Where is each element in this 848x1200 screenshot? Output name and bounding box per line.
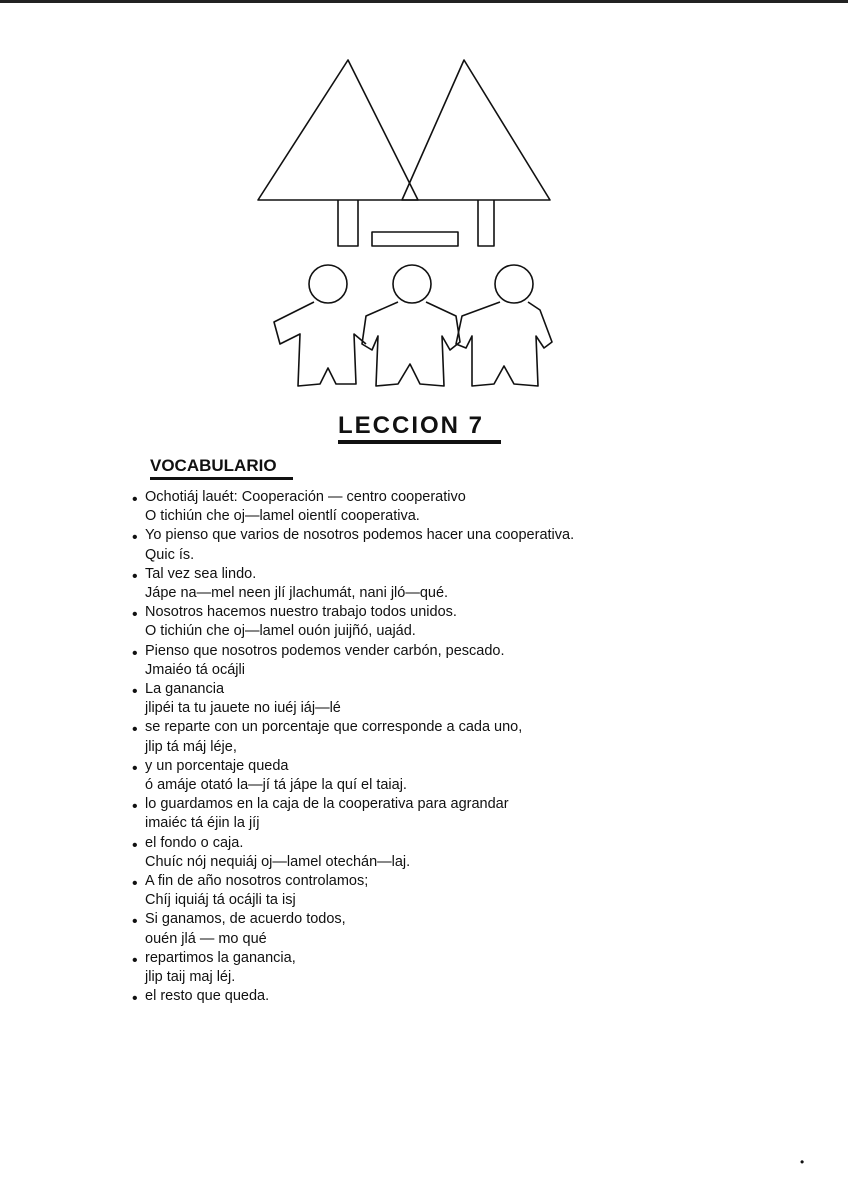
native-text: jlip tá máj léje, — [145, 738, 237, 755]
vocabulary-list — [132, 488, 752, 1006]
spanish-text: Ochotiáj lauét: Cooperación — centro cooperativo — [145, 489, 466, 505]
title-underline — [338, 440, 501, 444]
native-text: O tichiún che oj—lamel oientlí cooperativa. — [145, 508, 420, 525]
spanish-text: Pienso que nosotros podemos vender carbón, pescado. — [145, 642, 505, 659]
spanish-text: el resto que queda. — [145, 988, 270, 1005]
bullet-icon: • — [132, 990, 138, 1008]
vocab-item — [132, 526, 752, 564]
native-text: Quic ís. — [145, 546, 195, 563]
vocab-item — [132, 680, 752, 718]
person-left-icon — [274, 265, 366, 386]
vocab-item — [132, 488, 752, 526]
spanish-text: repartimos la ganancia, — [145, 949, 296, 966]
bullet-icon: • — [132, 759, 138, 777]
spanish-text: Nosotros hacemos nuestro trabajo todos unidos. — [145, 604, 457, 621]
person-middle-icon — [362, 265, 460, 386]
vocab-item — [132, 718, 752, 756]
table-icon — [372, 232, 458, 246]
section-heading: VOCABULARIO — [150, 456, 277, 475]
section-underline — [150, 477, 293, 480]
bullet-icon: • — [132, 491, 138, 508]
native-text: ó amáje otató la—jí tá jápe la quí el taiaj. — [145, 777, 407, 794]
bullet-icon: • — [132, 683, 138, 701]
bullet-icon: • — [132, 836, 138, 854]
top-border — [0, 0, 848, 3]
bullet-icon: • — [132, 529, 138, 547]
spanish-text: Yo pienso que varios de nosotros podemos hacer una cooperativa. — [145, 527, 575, 544]
vocab-item — [132, 642, 752, 680]
bullet-icon: • — [132, 951, 138, 969]
person-right-icon — [456, 265, 552, 386]
native-text: ouén jlá — mo qué — [145, 930, 267, 947]
bullet-icon: • — [132, 721, 138, 739]
bullet-icon: • — [132, 606, 138, 624]
vocab-item — [132, 910, 752, 948]
spanish-text: el fondo o caja. — [145, 834, 244, 851]
vocab-item — [132, 565, 752, 603]
bullet-icon: • — [132, 798, 138, 816]
vocab-item — [132, 949, 752, 987]
native-text: O tichiún che oj—lamel ouón juijñó, uajád. — [145, 623, 416, 640]
bullet-icon: • — [132, 644, 138, 662]
vocab-item — [132, 872, 752, 910]
native-text: Chíj iquiáj tá ocájli ta isj — [145, 892, 296, 909]
tree-right-icon — [402, 60, 550, 246]
vocab-item — [132, 987, 752, 1006]
bullet-icon: • — [132, 913, 138, 931]
spanish-text: se reparte con un porcentaje que corresponde a cada uno, — [145, 719, 523, 736]
native-text: jlipéi ta tu jauete no iuéj iáj—lé — [145, 700, 341, 717]
bullet-icon: • — [132, 567, 138, 585]
native-text: jlip taij maj léj. — [145, 969, 236, 986]
spanish-text: La ganancia — [145, 681, 225, 698]
lesson-title: LECCION 7 — [338, 412, 485, 439]
vocab-item — [132, 834, 752, 872]
bullet-icon: • — [132, 875, 138, 893]
vocab-item — [132, 795, 752, 833]
spanish-text: A fin de año nosotros controlamos; — [145, 873, 369, 890]
native-text: Chuíc nój nequiáj oj—lamel otechán—laj. — [145, 853, 411, 870]
spanish-text: Tal vez sea lindo. — [145, 565, 257, 582]
tree-left-icon — [258, 60, 418, 246]
page-mark: • — [800, 1155, 805, 1169]
vocab-item — [132, 757, 752, 795]
native-text: Jmaiéo tá ocájli — [145, 661, 245, 678]
native-text: Jápe na—mel neen jlí jlachumát, nani jló—qué. — [145, 585, 449, 602]
vocab-item — [132, 603, 752, 641]
spanish-text: y un porcentaje queda — [145, 757, 289, 774]
cooperative-illustration — [250, 58, 570, 398]
spanish-text: lo guardamos en la caja de la cooperativa para agrandar — [145, 796, 509, 813]
native-text: imaiéc tá éjin la jíj — [145, 815, 260, 832]
spanish-text: Si ganamos, de acuerdo todos, — [145, 911, 346, 928]
